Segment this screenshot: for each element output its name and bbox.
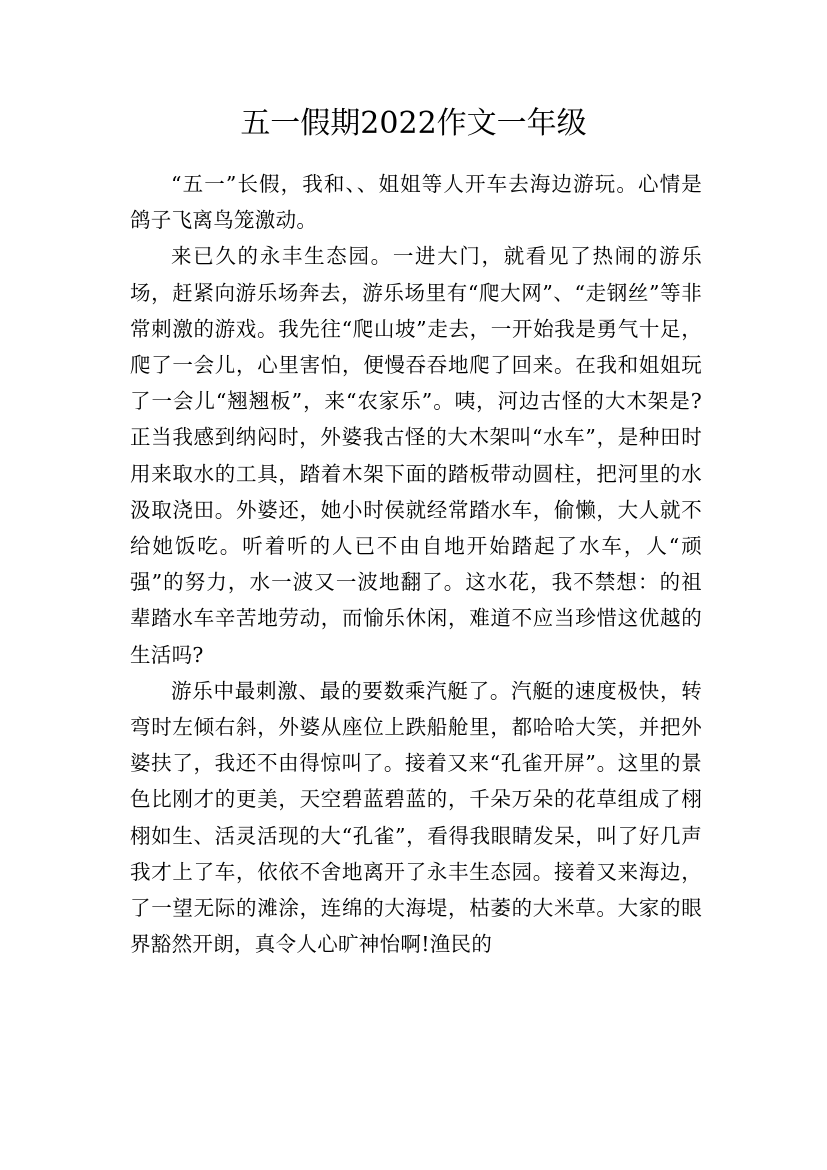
- paragraph-intro: “五一”长假，我和、、姐姐等人开车去海边游玩。心情是鸽子飞离鸟笼激动。: [130, 172, 702, 233]
- document-body: [130, 166, 702, 962]
- paragraph-speedboat: 游乐中最刺激、最的要数乘汽艇了。汽艇的速度极快，转弯时左倾右斜，外婆从座位上跌船舱里，都哈哈大笑，并把外婆扶了，我还不由得惊叫了。接着又来“孔雀开屏”。这里的景色比刚才的更美，天空碧蓝碧蓝的，千朵万朵的花草组成了栩栩如生、活灵活现的大“孔雀”，看得我眼睛发呆，叫了好几声我才上了车，依依不舍地离开了永丰生态园。接着又来海边，了一望无际的滩涂，连绵的大海堤，枯萎的大米草。大家的眼界豁然开朗，真令人心旷神怡啊!渔民的: [130, 678, 702, 957]
- document-title: 五一假期2022作文一年级: [240, 106, 587, 141]
- paragraph-ecological-park: 来已久的永丰生态园。一进大门，就看见了热闹的游乐场，赶紧向游乐场奔去，游乐场里有“爬大网”、“走钢丝”等非常刺激的游戏。我先往“爬山坡”走去，一开始我是勇气十足，爬了一会儿，心里害怕，便慢吞吞地爬了回来。在我和姐姐玩了一会儿“翘翘板”，来“农家乐”。咦，河边古怪的大木架是?正当我感到纳闷时，外婆我古怪的大木架叫“水车”，是种田时用来取水的工具，踏着木架下面的踏板带动圆柱，把河里的水汲取浇田。外婆还，她小时侯就经常踏水车，偷懒，大人就不给她饭吃。听着听的人已不由自地开始踏起了水车，人“顽强”的努力，水一波又一波地翻了。这水花，我不禁想：的祖辈踏水车辛苦地劳动，而愉乐休闲，难道不应当珍惜这优越的生活吗?: [130, 244, 702, 667]
